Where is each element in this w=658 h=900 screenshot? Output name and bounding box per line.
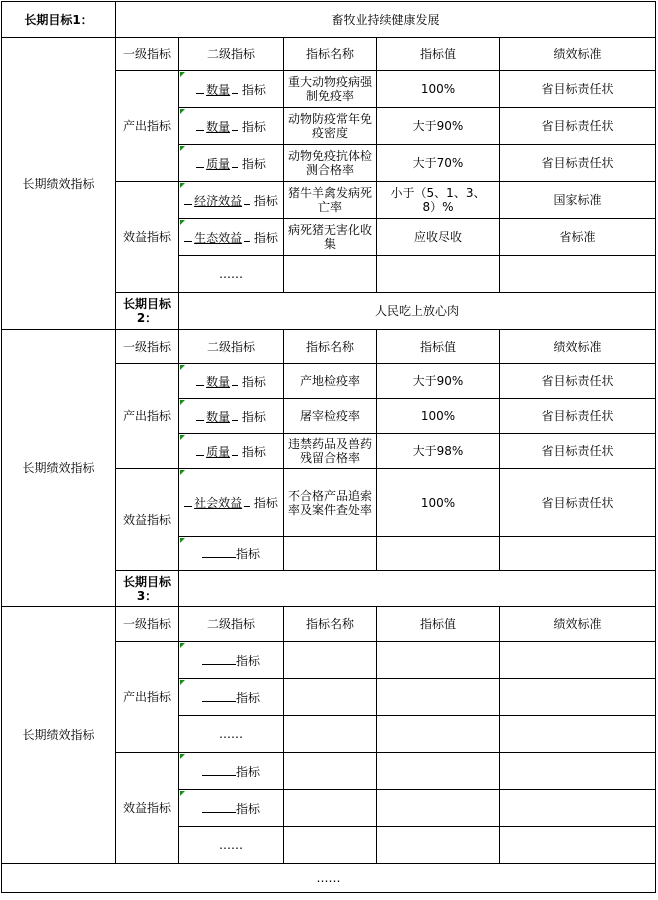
indicator-name: 违禁药品及兽药残留合格率 [284,434,377,469]
level1-cell: 效益指标 [116,469,179,571]
level2-cell [179,145,284,182]
level2-cell [179,108,284,145]
header-value: 指标值 [377,330,500,364]
ellipsis-cell: …… [179,256,284,293]
indicator-value: 大于70% [377,145,500,182]
empty-cell [284,827,377,864]
indicator-standard: 省目标责任状 [500,399,656,434]
indicator-suffix: 指标 [241,444,266,459]
level2-category: 数量 [206,409,231,424]
level1-cell: 产出指标 [116,642,179,753]
goal-1-header-row [2,2,656,38]
indicator-standard: 省目标责任状 [500,145,656,182]
indicator-suffix: 指标 [235,690,260,705]
empty-cell [284,537,377,571]
header-level2: 二级指标 [179,330,284,364]
empty-cell [377,679,500,716]
goal-2-label: 长期目标2： [116,293,179,330]
indicator-suffix: 指标 [241,156,266,171]
empty-cell [500,753,656,790]
level2-category: 数量 [206,119,231,134]
level2-cell [179,219,284,256]
indicator-name: 产地检疫率 [284,364,377,399]
level2-cell [179,434,284,469]
empty-cell [500,790,656,827]
empty-cell [284,642,377,679]
empty-cell [377,256,500,293]
empty-cell [377,790,500,827]
indicator-standard: 省标准 [500,219,656,256]
empty-cell [377,537,500,571]
level1-cell: 产出指标 [116,364,179,469]
empty-cell [500,827,656,864]
header-standard: 绩效标准 [500,330,656,364]
level2-cell [179,537,284,571]
empty-cell [377,827,500,864]
level2-cell [179,790,284,827]
header-level2: 二级指标 [179,607,284,642]
indicator-suffix: 指标 [235,764,260,779]
goal-2-title: 人民吃上放心肉 [179,293,656,330]
empty-cell [284,679,377,716]
indicator-value: 100% [377,71,500,108]
level2-category: 质量 [206,156,231,171]
column-header-row [2,38,656,71]
indicator-value: 小于（5、1、3、8）% [377,182,500,219]
level2-cell [179,469,284,537]
indicator-standard: 省目标责任状 [500,108,656,145]
indicator-standard: 国家标准 [500,182,656,219]
level2-category: 生态效益 [194,230,243,245]
empty-cell [500,679,656,716]
empty-cell [284,256,377,293]
header-standard: 绩效标准 [500,607,656,642]
indicator-standard: 省目标责任状 [500,71,656,108]
empty-cell [377,642,500,679]
level1-cell: 效益指标 [116,753,179,864]
header-value: 指标值 [377,38,500,71]
indicator-name: 猪牛羊禽发病死亡率 [284,182,377,219]
header-name: 指标名称 [284,38,377,71]
ellipsis-cell: …… [2,864,656,893]
level2-cell [179,753,284,790]
header-name: 指标名称 [284,330,377,364]
indicator-value: 100% [377,469,500,537]
empty-cell [377,716,500,753]
level2-category: 经济效益 [194,193,243,208]
continuation-row [2,864,656,893]
indicator-name: 不合格产品追索率及案件查处率 [284,469,377,537]
indicator-suffix: 指标 [253,230,278,245]
indicator-name: 动物防疫常年免疫密度 [284,108,377,145]
empty-cell [284,753,377,790]
indicator-value: 100% [377,399,500,434]
indicator-name: 屠宰检疫率 [284,399,377,434]
indicator-name: 病死猪无害化收集 [284,219,377,256]
level2-category: 数量 [206,82,231,97]
indicator-suffix: 指标 [235,801,260,816]
level1-cell: 产出指标 [116,71,179,182]
indicator-suffix: 指标 [235,653,260,668]
header-level1: 一级指标 [116,330,179,364]
column-header-row [2,330,656,364]
indicator-value: 大于90% [377,108,500,145]
empty-cell [500,642,656,679]
goal-1-section-label: 长期绩效指标 [2,38,116,330]
indicator-value: 大于98% [377,434,500,469]
goal-1-title: 畜牧业持续健康发展 [116,2,656,38]
indicator-standard: 省目标责任状 [500,469,656,537]
indicator-standard: 省目标责任状 [500,434,656,469]
level2-cell [179,679,284,716]
level2-cell [179,399,284,434]
empty-cell [500,716,656,753]
goal-3-section-label: 长期绩效指标 [2,607,116,864]
empty-cell [500,537,656,571]
ellipsis-cell: …… [179,827,284,864]
empty-cell [284,790,377,827]
level2-cell [179,642,284,679]
header-name: 指标名称 [284,607,377,642]
column-header-row [2,607,656,642]
indicator-suffix: 指标 [241,119,266,134]
indicator-suffix: 指标 [241,82,266,97]
indicator-suffix: 指标 [235,547,260,561]
indicator-value: 应收尽收 [377,219,500,256]
header-level1: 一级指标 [116,607,179,642]
header-value: 指标值 [377,607,500,642]
level2-category: 社会效益 [194,496,243,510]
header-standard: 绩效标准 [500,38,656,71]
goal-3-label: 长期目标3： [116,571,179,607]
empty-cell [500,256,656,293]
indicator-suffix: 指标 [241,409,266,424]
level2-category: 数量 [206,374,231,389]
indicator-suffix: 指标 [253,496,278,510]
indicator-suffix: 指标 [253,193,278,208]
header-level2: 二级指标 [179,38,284,71]
indicator-standard: 省目标责任状 [500,364,656,399]
indicator-name: 动物免疫抗体检测合格率 [284,145,377,182]
level2-cell [179,182,284,219]
indicator-suffix: 指标 [241,374,266,389]
goal-3-title [179,571,656,607]
goal-2-section-label: 长期绩效指标 [2,330,116,607]
performance-goals-table [1,1,656,893]
ellipsis-cell: …… [179,716,284,753]
empty-cell [284,716,377,753]
header-level1: 一级指标 [116,38,179,71]
indicator-value: 大于90% [377,364,500,399]
indicator-name: 重大动物疫病强制免疫率 [284,71,377,108]
level1-cell: 效益指标 [116,182,179,293]
level2-category: 质量 [206,444,231,459]
goal-1-label: 长期目标1： [2,2,116,38]
level2-cell [179,71,284,108]
level2-cell [179,364,284,399]
empty-cell [377,753,500,790]
